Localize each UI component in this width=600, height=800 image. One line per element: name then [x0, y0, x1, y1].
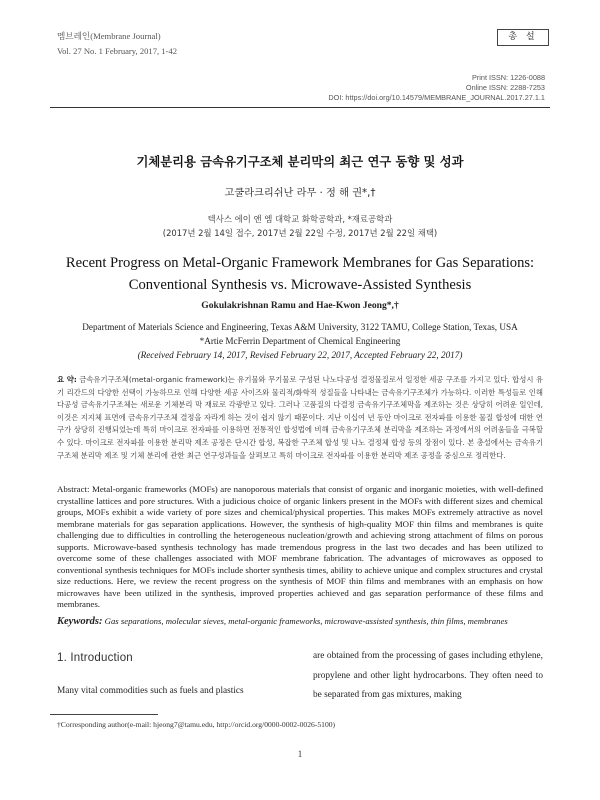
article-type-badge: 총 설 [497, 29, 549, 46]
korean-abstract-text: 금속유기구조체(metal-organic framework)는 유기물와 무기물로 구성된 나노다공성 결정물질로서 일정한 세공 구조를 가지고 있다. 합성시 유기 리간드의 다양한 선택이 가능하므로 인해 다양한 세공 사이즈와 물리적/화학적 성질들을 나타내는 금속유기구조체가 가능하다. 이러한 특성들로 인해 다공성 금속유기구조체는 새로운 기체분리 막 재료로 각광받고 있다. 그러나 고품질의 다결정 금속유기구조체막을 제조하는 것은 상당히 어려운 일인데, 이것은 지지체 표면에 금속유기구조체 결정을 자라게 하는 것이 쉽지 않기 때문이다. 지난 이십여 년 동안 마이크로 전자파를 이용한 물질 합성에 대한 연구가 상당히 진행되었는데 특히 마이크로 전자파를 이용하면 전통적인 합성법에 비해 금속유기구조체 분리막을 제조하는 과정에서의 어려움들을 극복할 수 있다. 마이크로 전자파를 이용한 분리막 제조 공정은 단시간 합성, 복잡한 구조체 합성 및 나노 결정체 합성 등의 장점이 있다. 본 총설에서는 금속유기구조체 분리막 제조 및 기체 분리에 관한 최근 연구성과들을 살펴보고 특히 마이크로 전자파를 이용한 분리막 제조 공정을 중심으로 정리한다. [57, 375, 543, 460]
doi-link[interactable]: DOI: https://doi.org/10.14579/MEMBRANE_JOURNAL.2017.27.1.1 [328, 93, 545, 102]
keywords-lead: Keywords: [57, 616, 103, 627]
intro-right-column: are obtained from the processing of gases including ethylene, propylene and other light hydrocarbons. They often need to be separated from gas mixtures, making [313, 651, 543, 700]
korean-abstract [57, 374, 543, 462]
english-title-line1: Recent Progress on Metal-Organic Framework Membranes for Gas Separations: [65, 255, 535, 271]
korean-abstract-lead: 요 약: [57, 375, 77, 384]
korean-dates: (2017년 2월 14일 접수, 2017년 2월 22일 수정, 2017년 2월 22일 채택) [162, 228, 438, 238]
corresponding-author-footnote: †Corresponding author(e-mail: hjeong7@tamu.edu, http://orcid.org/0000-0002-0026-5100) [57, 720, 336, 729]
keywords [57, 616, 543, 627]
korean-authors: 고쿨라크리쉬난 라무 · 정 해 권*,† [224, 188, 376, 199]
english-affiliation-secondary: *Artie McFerrin Department of Chemical Engineering [199, 336, 401, 346]
page-number: 1 [297, 749, 303, 759]
footnote-divider [50, 714, 158, 715]
english-title [40, 252, 560, 296]
english-abstract [57, 484, 543, 611]
section-heading: 1. Introduction [57, 652, 133, 664]
english-abstract-text: Metal-organic frameworks (MOFs) are nanoporous materials that consist of organic and inorganic moieties, with well-defined crystalline lattices and pore structures. With a judicious choice of organic linkers present in the MOFs with different sizes and chemical groups, MOFs exhibit a wide variety of pore sizes and chemical/physical properties. This makes MOFs extremely attractive as novel membrane materials for gas separation applications. However, the synthesis of high-quality MOF thin films and membranes is quite challenging due to difficulties in controlling the heterogeneous nucleation/growth and achieving strong attachment of films on porous supports. Microwave-based synthesis technology has made tremendous progress in the last two decades and has been utilized to overcome some of these challenges associated with MOF membrane fabrication. The advantages of microwaves as opposed to conventional synthesis techniques for MOFs include shorter synthesis times, ability to achieve unique and complex structures and crystal size reductions. Here, we review the recent progress on the synthesis of MOF thin films and membranes with an emphasis on how microwaves have been utilized in the synthesis, improved properties achieved and gas separation performance of these films and membranes. [57, 484, 543, 610]
korean-affiliation: 텍사스 에이 앤 엠 대학교 화학공학과, *재료공학과 [207, 214, 393, 224]
intro-left-column: Many vital commodities such as fuels and plastics [57, 686, 244, 696]
english-abstract-lead: Abstract: [57, 484, 90, 494]
online-issn: Online ISSN: 2288-7253 [465, 83, 545, 92]
keywords-text: Gas separations, molecular sieves, metal-organic frameworks, microwave-assisted synthesis, thin films, membranes [104, 616, 508, 626]
korean-title: 기체분리용 금속유기구조체 분리막의 최근 연구 동향 및 성과 [136, 155, 464, 169]
header-divider [50, 107, 550, 108]
journal-name: 멤브레인(Membrane Journal) [57, 31, 161, 41]
english-dates: (Received February 14, 2017, Revised February 22, 2017, Accepted February 22, 2017) [137, 350, 463, 360]
english-title-line2: Conventional Synthesis vs. Microwave-Assisted Synthesis [128, 277, 472, 293]
english-authors: Gokulakrishnan Ramu and Hae-Kwon Jeong*,† [201, 300, 399, 311]
print-issn: Print ISSN: 1226-0088 [471, 73, 545, 82]
volume-info: Vol. 27 No. 1 February, 2017, 1-42 [57, 46, 178, 56]
english-affiliation: Department of Materials Science and Engineering, Texas A&M University, 3122 TAMU, College Station, Texas, USA [82, 322, 518, 332]
